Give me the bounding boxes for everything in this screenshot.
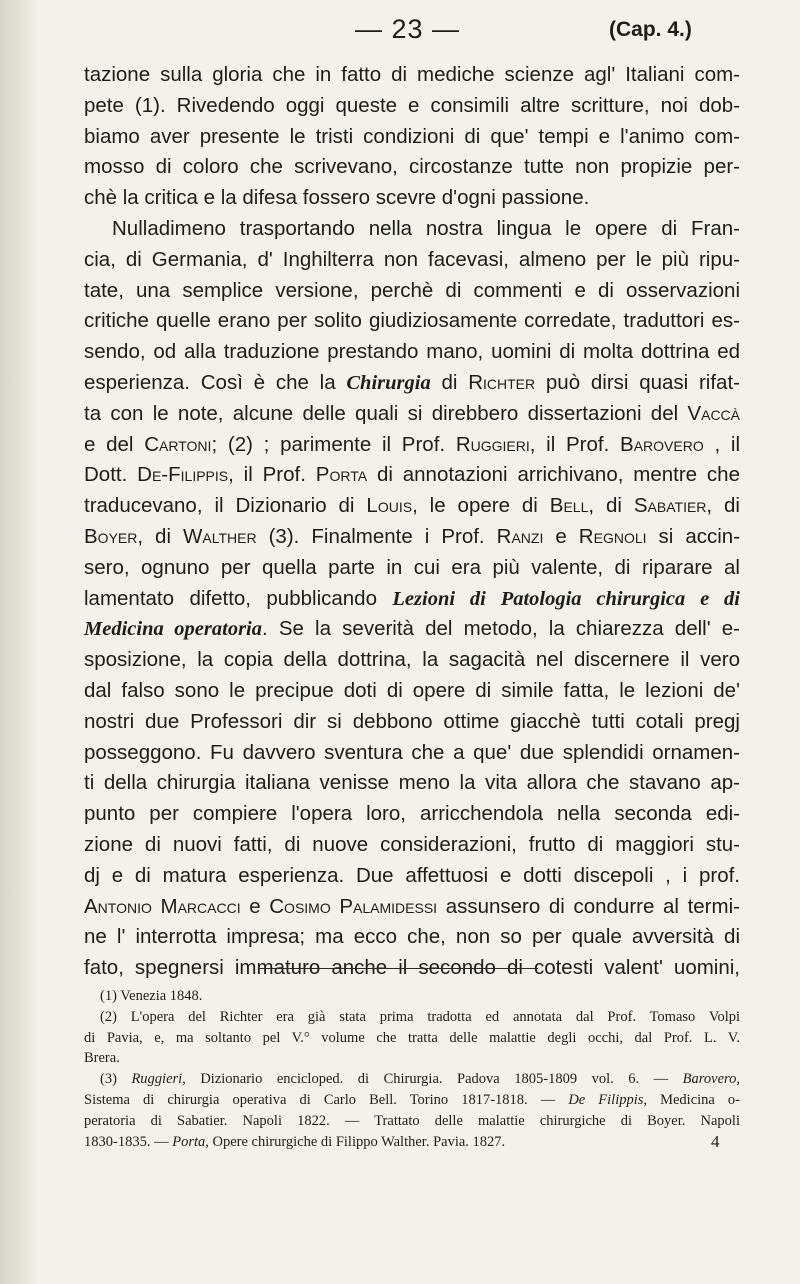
footnote-separator: [258, 968, 538, 969]
footnote-line: Sistema di chirurgia operativa di Carlo Bell. Torino 1817-1818. — De Filippis, Medicina o-: [84, 1091, 740, 1108]
signature-mark: 4: [711, 1132, 720, 1151]
footnote-line: (1) Venezia 1848.: [100, 988, 203, 1004]
text-line: punto per compiere l'opera loro, arricchendola nella seconda edi-: [84, 802, 740, 826]
footnote-line: 1830-1835. — Porta, Opere chirurgiche di Filippo Walther. Pavia. 1827.: [84, 1133, 506, 1150]
footnotes: [84, 986, 740, 1152]
text-line: esperienza. Così è che la Chirurgia di Richter può dirsi quasi rifat-: [84, 370, 740, 394]
text-line: sendo, od alla traduzione prestando mano, uomini di molta dottrina ed: [84, 340, 740, 364]
text-line: cia, di Germania, d' Inghilterra non facevasi, almeno per le più ripu-: [84, 247, 740, 271]
page-number: — 23 —: [355, 14, 461, 44]
text-line: mosso di coloro che scrivevano, circostanze tutte non propizie per-: [84, 155, 740, 179]
page-header: [0, 14, 800, 54]
main-text: [84, 60, 740, 984]
text-line: ta con le note, alcune delle quali si direbbero dissertazioni del Vaccà: [84, 401, 741, 425]
text-line: posseggono. Fu davvero sventura che a que' due splendidi ornamen-: [84, 740, 740, 764]
text-line: biamo aver presente le tristi condizioni di que' tempi e l'animo com-: [84, 124, 740, 148]
text-line: tate, una semplice versione, perchè di commenti e di osservazioni: [84, 278, 740, 302]
text-line: critiche quelle erano per solito giudiziosamente corredate, traduttori es-: [84, 309, 740, 333]
footnote-line: di Pavia, e, ma soltanto pel V.° volume che tratta delle malattie degli occhi, dal Prof. L. V.: [84, 1029, 740, 1046]
text-line: tazione sulla gloria che in fatto di mediche scienze agl' Italiani com-: [84, 63, 740, 86]
text-line: Nulladimeno trasportando nella nostra lingua le opere di Fran-: [112, 216, 740, 240]
footnote-line: (2) L'opera del Richter era già stata prima tradotta ed annotata dal Prof. Tomaso Volpi: [100, 1008, 740, 1025]
text-line: Dott. De-Filippis, il Prof. Porta di annotazioni arrichivano, mentre che: [84, 463, 740, 487]
text-line: Boyer, di Walther (3). Finalmente i Prof. Ranzi e Regnoli si accin-: [84, 524, 741, 548]
text-line: Medicina operatoria. Se la severità del metodo, la chiarezza dell' e-: [84, 617, 740, 641]
text-line: zione di nuovi fatti, di nuove considerazioni, frutto di maggiori stu-: [84, 832, 740, 856]
text-line: ti della chirurgia italiana venisse meno la vita allora che stavano ap-: [84, 771, 740, 795]
text-line: sero, ognuno per quella parte in cui era più valente, di riparare al: [84, 555, 740, 579]
chapter-label: (Cap. 4.): [609, 18, 692, 41]
text-line: e del Cartoni; (2) ; parimente il Prof. Ruggieri, il Prof. Barovero , il: [84, 432, 741, 456]
text-line: dj e di matura esperienza. Due affettuosi e dotti discepoli , i prof.: [84, 863, 740, 887]
text-line: chè la critica e la difesa fossero scevre d'ogni passione.: [84, 186, 590, 210]
footnote-line: (3) Ruggieri, Dizionario encicloped. di Chirurgia. Padova 1805-1809 vol. 6. — Barovero,: [100, 1071, 740, 1088]
text-line: traducevano, il Dizionario di Louis, le opere di Bell, di Sabatier, di: [84, 494, 740, 518]
footnote-line: peratoria di Sabatier. Napoli 1822. — Trattato delle malattie chirurgiche di Boyer. Napoli: [84, 1112, 740, 1129]
text-line: lamentato difetto, pubblicando Lezioni di Patologia chirurgica e di: [84, 586, 740, 610]
text-line: fato, spegnersi immaturo anche il secondo di cotesti valent' uomini,: [84, 956, 740, 980]
text-line: sposizione, la copia della dottrina, la sagacità nel discernere il vero: [84, 648, 740, 672]
text-line: dal falso sono le precipue doti di opere di simile fatta, le lezioni de': [84, 678, 740, 702]
binding-shadow: [0, 0, 40, 1284]
text-line: nostri due Professori dir si debbono ottime giacchè tutti cotali pregj: [84, 709, 740, 733]
footnote-line: Brera.: [84, 1050, 120, 1067]
text-line: Antonio Marcacci e Cosimo Palamidessi assunsero di condurre al termi-: [84, 894, 740, 918]
text-line: pete (1). Rivedendo oggi queste e consimili altre scritture, noi dob-: [84, 93, 740, 117]
text-line: ne l' interrotta impresa; ma ecco che, non so per quale avversità di: [84, 925, 740, 949]
